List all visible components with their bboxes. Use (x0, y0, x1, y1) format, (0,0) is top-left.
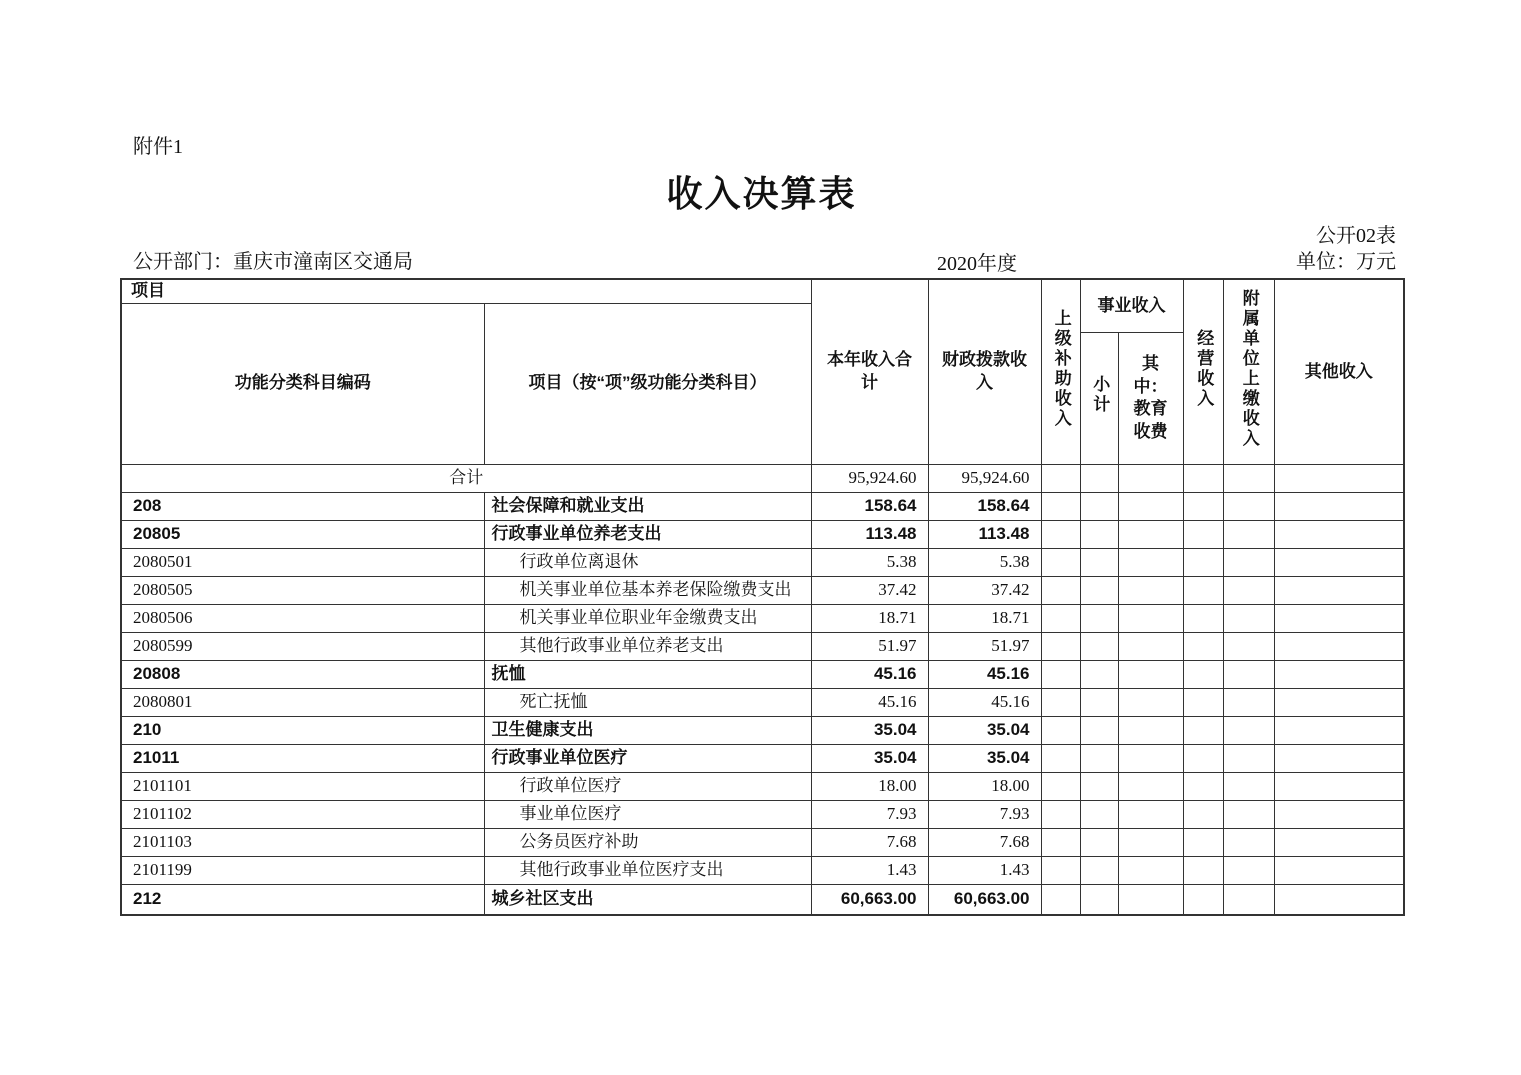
cell-superior-subsidy (1041, 688, 1080, 716)
cell-superior-subsidy (1041, 660, 1080, 688)
cell-business-subtotal (1080, 632, 1118, 660)
cell-operating-income (1183, 520, 1223, 548)
cell-business-subtotal (1080, 884, 1118, 915)
cell-affiliated-income (1223, 520, 1274, 548)
department-label: 公开部门：重庆市潼南区交通局 (133, 251, 413, 273)
cell-education-fees (1118, 520, 1183, 548)
table-row (121, 688, 1404, 716)
cell-business-subtotal (1080, 660, 1118, 688)
cell-item-name: 机关事业单位基本养老保险缴费支出 (484, 576, 811, 604)
income-statement-table (120, 278, 1405, 916)
cell-business-subtotal (1080, 604, 1118, 632)
cell-fiscal-income: 158.64 (928, 492, 1041, 520)
total-row-annual-income: 95,924.60 (811, 464, 928, 492)
cell-affiliated-income (1223, 772, 1274, 800)
cell-item-name: 抚恤 (484, 660, 811, 688)
col-header-total-income: 本年收入合计 (811, 279, 928, 464)
cell-other-income (1274, 772, 1404, 800)
total-row-other-income (1274, 464, 1404, 492)
table-row (121, 576, 1404, 604)
cell-education-fees (1118, 800, 1183, 828)
cell-fiscal-income: 60,663.00 (928, 884, 1041, 915)
cell-item-name: 行政事业单位养老支出 (484, 520, 811, 548)
cell-education-fees (1118, 884, 1183, 915)
col-header-fiscal-appropriation: 财政拨款收入 (928, 279, 1041, 464)
cell-operating-income (1183, 716, 1223, 744)
cell-operating-income (1183, 548, 1223, 576)
cell-business-subtotal (1080, 828, 1118, 856)
cell-function-code: 20805 (121, 520, 484, 548)
cell-annual-income: 35.04 (811, 744, 928, 772)
col-header-business-income: 事业收入 (1080, 279, 1183, 332)
cell-function-code: 2101199 (121, 856, 484, 884)
cell-affiliated-income (1223, 884, 1274, 915)
col-header-operating-income: 经营收入 (1183, 279, 1223, 464)
cell-education-fees (1118, 604, 1183, 632)
cell-fiscal-income: 35.04 (928, 716, 1041, 744)
cell-superior-subsidy (1041, 744, 1080, 772)
attachment-label: 附件1 (133, 136, 183, 158)
cell-function-code: 2080505 (121, 576, 484, 604)
cell-operating-income (1183, 632, 1223, 660)
cell-superior-subsidy (1041, 492, 1080, 520)
cell-business-subtotal (1080, 688, 1118, 716)
cell-function-code: 212 (121, 884, 484, 915)
header-row-1 (121, 279, 1404, 303)
cell-fiscal-income: 45.16 (928, 688, 1041, 716)
total-row (121, 464, 1404, 492)
cell-operating-income (1183, 884, 1223, 915)
cell-other-income (1274, 520, 1404, 548)
cell-other-income (1274, 660, 1404, 688)
year-label: 2020年度 (937, 253, 1017, 275)
cell-affiliated-income (1223, 604, 1274, 632)
cell-operating-income (1183, 660, 1223, 688)
cell-superior-subsidy (1041, 548, 1080, 576)
cell-affiliated-income (1223, 716, 1274, 744)
cell-item-name: 事业单位医疗 (484, 800, 811, 828)
cell-business-subtotal (1080, 576, 1118, 604)
cell-other-income (1274, 884, 1404, 915)
cell-annual-income: 51.97 (811, 632, 928, 660)
cell-fiscal-income: 35.04 (928, 744, 1041, 772)
cell-function-code: 20808 (121, 660, 484, 688)
cell-affiliated-income (1223, 492, 1274, 520)
cell-operating-income (1183, 856, 1223, 884)
table-row (121, 828, 1404, 856)
cell-fiscal-income: 45.16 (928, 660, 1041, 688)
cell-item-name: 行政事业单位医疗 (484, 744, 811, 772)
total-row-superior-subsidy (1041, 464, 1080, 492)
cell-item-name: 死亡抚恤 (484, 688, 811, 716)
cell-operating-income (1183, 800, 1223, 828)
cell-item-name: 行政单位医疗 (484, 772, 811, 800)
table-body (121, 279, 1404, 915)
col-header-function-code: 功能分类科目编码 (121, 303, 484, 464)
cell-superior-subsidy (1041, 828, 1080, 856)
cell-operating-income (1183, 604, 1223, 632)
cell-superior-subsidy (1041, 884, 1080, 915)
cell-other-income (1274, 744, 1404, 772)
cell-function-code: 2080599 (121, 632, 484, 660)
cell-function-code: 2101103 (121, 828, 484, 856)
cell-fiscal-income: 5.38 (928, 548, 1041, 576)
cell-business-subtotal (1080, 744, 1118, 772)
total-row-label: 合计 (121, 464, 811, 492)
cell-item-name: 其他行政事业单位养老支出 (484, 632, 811, 660)
cell-education-fees (1118, 660, 1183, 688)
cell-superior-subsidy (1041, 772, 1080, 800)
cell-annual-income: 113.48 (811, 520, 928, 548)
cell-superior-subsidy (1041, 856, 1080, 884)
cell-affiliated-income (1223, 688, 1274, 716)
cell-annual-income: 45.16 (811, 660, 928, 688)
cell-other-income (1274, 828, 1404, 856)
cell-education-fees (1118, 548, 1183, 576)
cell-item-name: 其他行政事业单位医疗支出 (484, 856, 811, 884)
total-row-operating-income (1183, 464, 1223, 492)
cell-operating-income (1183, 744, 1223, 772)
cell-business-subtotal (1080, 856, 1118, 884)
cell-function-code: 2101102 (121, 800, 484, 828)
cell-annual-income: 18.00 (811, 772, 928, 800)
cell-annual-income: 1.43 (811, 856, 928, 884)
table-row (121, 716, 1404, 744)
cell-item-name: 城乡社区支出 (484, 884, 811, 915)
cell-operating-income (1183, 492, 1223, 520)
cell-annual-income: 35.04 (811, 716, 928, 744)
cell-other-income (1274, 716, 1404, 744)
table-row (121, 520, 1404, 548)
cell-function-code: 2080506 (121, 604, 484, 632)
table-row (121, 660, 1404, 688)
cell-fiscal-income: 18.00 (928, 772, 1041, 800)
table-row (121, 744, 1404, 772)
cell-fiscal-income: 113.48 (928, 520, 1041, 548)
cell-superior-subsidy (1041, 716, 1080, 744)
col-header-education-fees: 其中：教育收费 (1118, 332, 1183, 464)
cell-education-fees (1118, 744, 1183, 772)
cell-other-income (1274, 604, 1404, 632)
cell-item-name: 行政单位离退休 (484, 548, 811, 576)
cell-affiliated-income (1223, 548, 1274, 576)
cell-operating-income (1183, 688, 1223, 716)
cell-annual-income: 158.64 (811, 492, 928, 520)
cell-other-income (1274, 688, 1404, 716)
table-row (121, 632, 1404, 660)
cell-education-fees (1118, 772, 1183, 800)
cell-annual-income: 45.16 (811, 688, 928, 716)
cell-business-subtotal (1080, 800, 1118, 828)
col-header-item-name: 项目（按“项”级功能分类科目） (484, 303, 811, 464)
cell-other-income (1274, 492, 1404, 520)
cell-superior-subsidy (1041, 632, 1080, 660)
table-row (121, 492, 1404, 520)
cell-fiscal-income: 51.97 (928, 632, 1041, 660)
cell-item-name: 卫生健康支出 (484, 716, 811, 744)
total-row-business-subtotal (1080, 464, 1118, 492)
cell-education-fees (1118, 828, 1183, 856)
total-row-fiscal-income: 95,924.60 (928, 464, 1041, 492)
cell-affiliated-income (1223, 856, 1274, 884)
cell-business-subtotal (1080, 548, 1118, 576)
table-row (121, 604, 1404, 632)
cell-education-fees (1118, 688, 1183, 716)
col-header-affiliated-unit-income: 附属单位上缴收入 (1223, 279, 1274, 464)
cell-business-subtotal (1080, 716, 1118, 744)
table-row (121, 856, 1404, 884)
cell-education-fees (1118, 492, 1183, 520)
cell-business-subtotal (1080, 492, 1118, 520)
cell-fiscal-income: 7.68 (928, 828, 1041, 856)
col-header-superior-subsidy: 上级补助收入 (1041, 279, 1080, 464)
cell-other-income (1274, 856, 1404, 884)
table-row (121, 800, 1404, 828)
cell-annual-income: 7.68 (811, 828, 928, 856)
table-row (121, 548, 1404, 576)
cell-business-subtotal (1080, 772, 1118, 800)
cell-affiliated-income (1223, 632, 1274, 660)
cell-fiscal-income: 1.43 (928, 856, 1041, 884)
cell-other-income (1274, 548, 1404, 576)
cell-other-income (1274, 576, 1404, 604)
cell-superior-subsidy (1041, 520, 1080, 548)
total-row-education-fees (1118, 464, 1183, 492)
total-row-affiliated-income (1223, 464, 1274, 492)
cell-other-income (1274, 632, 1404, 660)
cell-annual-income: 60,663.00 (811, 884, 928, 915)
table-row (121, 884, 1404, 915)
cell-operating-income (1183, 772, 1223, 800)
cell-affiliated-income (1223, 828, 1274, 856)
cell-education-fees (1118, 856, 1183, 884)
cell-function-code: 21011 (121, 744, 484, 772)
cell-business-subtotal (1080, 520, 1118, 548)
cell-fiscal-income: 18.71 (928, 604, 1041, 632)
cell-function-code: 210 (121, 716, 484, 744)
cell-education-fees (1118, 716, 1183, 744)
cell-annual-income: 5.38 (811, 548, 928, 576)
cell-fiscal-income: 37.42 (928, 576, 1041, 604)
cell-function-code: 2101101 (121, 772, 484, 800)
cell-function-code: 208 (121, 492, 484, 520)
cell-item-name: 机关事业单位职业年金缴费支出 (484, 604, 811, 632)
cell-annual-income: 18.71 (811, 604, 928, 632)
cell-superior-subsidy (1041, 604, 1080, 632)
cell-annual-income: 37.42 (811, 576, 928, 604)
cell-education-fees (1118, 632, 1183, 660)
cell-affiliated-income (1223, 576, 1274, 604)
cell-operating-income (1183, 828, 1223, 856)
cell-item-name: 公务员医疗补助 (484, 828, 811, 856)
cell-affiliated-income (1223, 800, 1274, 828)
cell-operating-income (1183, 576, 1223, 604)
cell-affiliated-income (1223, 660, 1274, 688)
cell-function-code: 2080801 (121, 688, 484, 716)
cell-annual-income: 7.93 (811, 800, 928, 828)
cell-other-income (1274, 800, 1404, 828)
cell-fiscal-income: 7.93 (928, 800, 1041, 828)
cell-function-code: 2080501 (121, 548, 484, 576)
cell-superior-subsidy (1041, 576, 1080, 604)
page-title: 收入决算表 (666, 173, 857, 214)
cell-affiliated-income (1223, 744, 1274, 772)
table-code-label: 公开02表 (1316, 225, 1396, 247)
cell-item-name: 社会保障和就业支出 (484, 492, 811, 520)
col-header-other-income: 其他收入 (1274, 279, 1404, 464)
cell-education-fees (1118, 576, 1183, 604)
table-row (121, 772, 1404, 800)
cell-superior-subsidy (1041, 800, 1080, 828)
unit-label: 单位：万元 (1296, 251, 1396, 273)
col-header-project: 项目 (121, 279, 811, 303)
col-header-business-subtotal: 小计 (1080, 332, 1118, 464)
